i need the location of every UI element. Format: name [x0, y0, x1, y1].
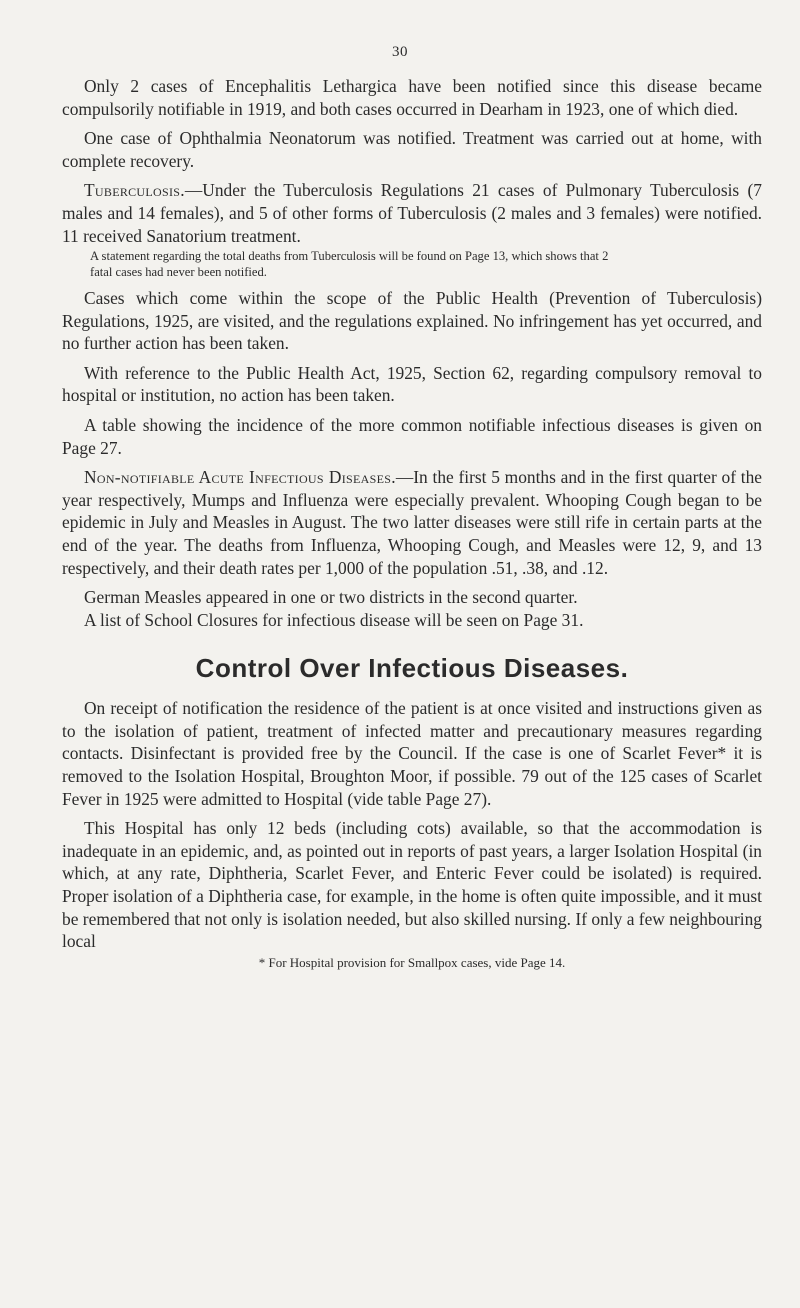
footnote: * For Hospital provision for Smallpox cases, vide Page 14.	[258, 954, 566, 970]
paragraph-hospital: This Hospital has only 12 beds (including cots) available, so that the accommodation is inadequate in an epidemic, and, as pointed out in reports of past years, a larger Isolation Hospital (in which, at any rate, Diphtheria, Scarlet Fever, and Enteric Fever could be isolated) is required. Proper isolation of a Diphtheria case, for example, in the home is often quite impossible, and it must be remembered that not only is isolation needed, but also skilled nursing. If only a few neighbouring local	[62, 818, 762, 952]
paragraph-ophthalmia: One case of Ophthalmia Neonatorum was notified. Treatment was carried out at home, with complete recovery.	[62, 128, 762, 171]
paragraph-german-measles: German Measles appeared in one or two districts in the second quarter.	[84, 587, 578, 608]
tuberculosis-note: A statement regarding the total deaths from Tuberculosis will be found on Page 13, which shows that 2 fatal cases had never been notified.	[90, 249, 609, 279]
page-number: 30	[392, 44, 408, 60]
paragraph-tuberculosis	[62, 179, 762, 247]
paragraph-incidence-table: A table showing the incidence of the more common notifiable infectious diseases is given on Page 27.	[62, 414, 762, 458]
non-notifiable-text: —In the first 5 months and in the first quarter of the year respectively, Mumps and Influenza were especially prevalent. Whooping Cough began to be epidemic in July and Measles in August. The two latter diseases were still rife in certain parts at the end of the year. The deaths from Influenza, Whooping Cough, and Measles were 12, 9, and 13 respectively, and their death rates per 1,000 of the population .51, .38, and .12.	[62, 467, 762, 578]
paragraph-encephalitis: Only 2 cases of Encephalitis Lethargica have been notified since this disease became compulsorily notifiable in 1919, and both cases occurred in Dearham in 1923, one of which died.	[62, 76, 762, 119]
paragraph-notification: On receipt of notification the residence of the patient is at once visited and instructions given as to the isolation of patient, treatment of infected matter and precautionary measures regarding contacts. Disinfectant is provided free by the Council. If the case is one of Scarlet Fever* it is removed to the Isolation Hospital, Broughton Moor, if possible. 79 out of the 125 cases of Scarlet Fever in 1925 were admitted to Hospital (vide table Page 27).	[62, 698, 762, 809]
paragraph-regulations: Cases which come within the scope of the Public Health (Prevention of Tuberculosis) Regulations, 1925, are visited, and the regulations explained. No infringement has yet occurred, and no further action has been taken.	[62, 287, 762, 354]
tuberculosis-run-in-heading: Tuberculosis.	[84, 180, 185, 201]
page-body	[62, 75, 762, 971]
section-heading: Control Over Infectious Diseases.	[195, 653, 629, 684]
non-notifiable-run-in-heading: Non-notifiable Acute Infectious Diseases.	[84, 467, 396, 488]
paragraph-non-notifiable	[62, 466, 762, 579]
paragraph-public-health-act: With reference to the Public Health Act, 1925, Section 62, regarding compulsory removal to hospital or institution, no action has been taken.	[62, 362, 762, 406]
tuberculosis-text: —Under the Tuberculosis Regulations 21 cases of Pulmonary Tuberculosis (7 males and 14 females), and 5 of other forms of Tuberculosis (2 males and 3 females) were notified. 11 received Sanatorium treatment.	[62, 180, 762, 246]
paragraph-school-closures: A list of School Closures for infectious disease will be seen on Page 31.	[84, 609, 584, 630]
